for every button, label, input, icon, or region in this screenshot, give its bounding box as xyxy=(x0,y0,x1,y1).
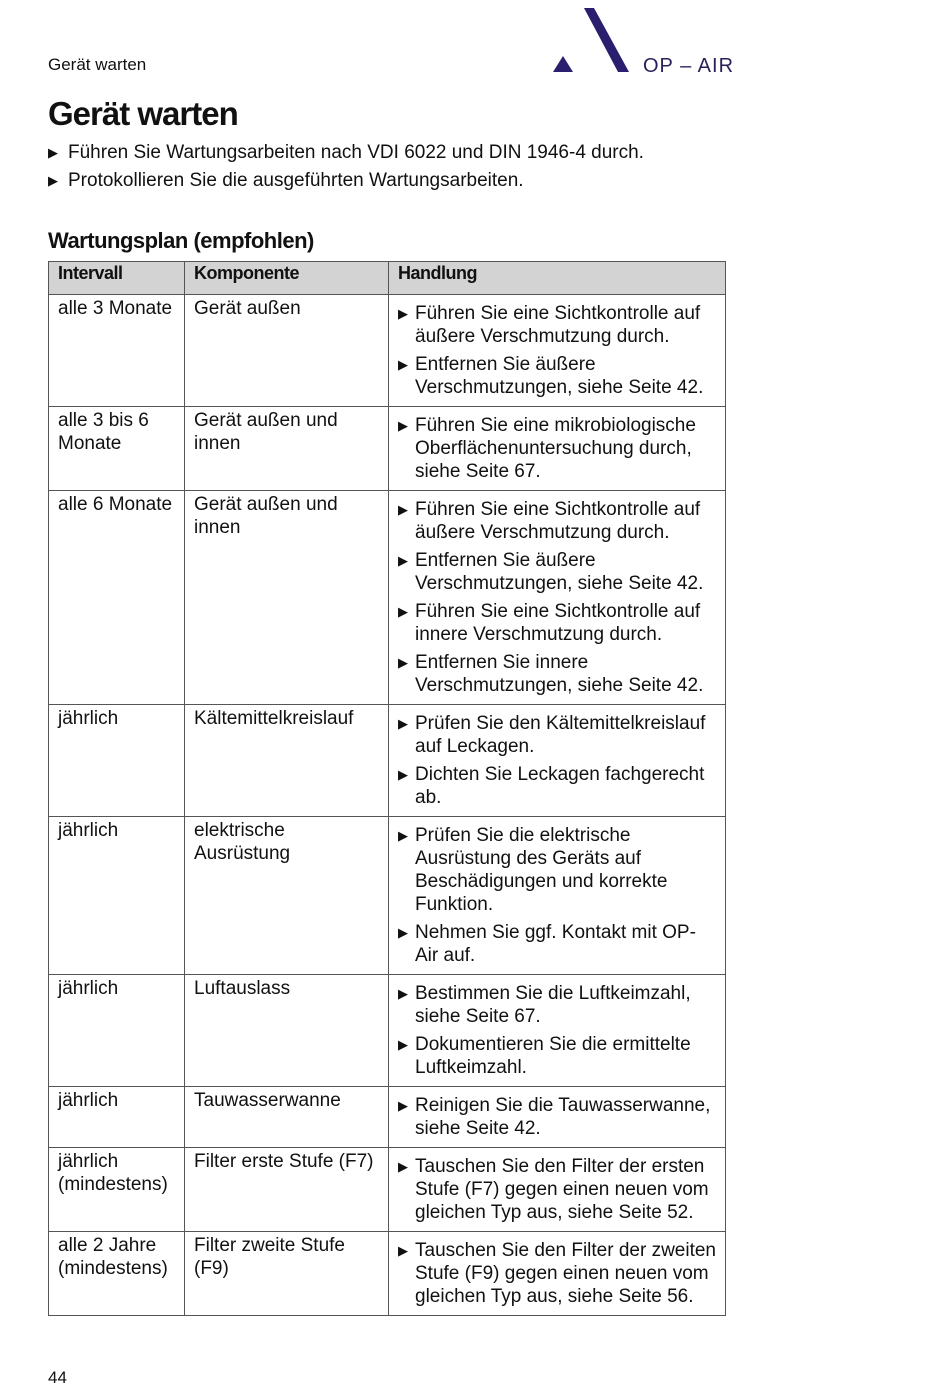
action-item xyxy=(398,1239,716,1308)
bullet-triangle-icon: ▶ xyxy=(398,767,408,782)
action-text: Führen Sie eine Sichtkontrolle auf äußere Verschmutzung durch. xyxy=(415,303,701,347)
action-item xyxy=(398,549,716,595)
table-row xyxy=(49,975,726,1087)
intro-text: Führen Sie Wartungsarbeiten nach VDI 6022 und DIN 1946-4 durch. xyxy=(68,142,644,163)
action-list xyxy=(398,1155,716,1224)
cell-actions xyxy=(389,817,726,975)
maintenance-table xyxy=(48,261,726,1316)
cell-component: Gerät außen xyxy=(185,295,389,407)
action-text: Dokumentieren Sie die ermittelte Luftkeimzahl. xyxy=(415,1034,691,1078)
bullet-triangle-icon: ▶ xyxy=(398,925,408,940)
cell-interval: jährlich xyxy=(49,975,185,1087)
op-air-logo xyxy=(550,8,750,78)
action-text: Prüfen Sie den Kältemittelkreislauf auf Leckagen. xyxy=(415,713,706,757)
cell-actions xyxy=(389,407,726,491)
brand-name: OP – AIR xyxy=(643,55,735,77)
page-number: 44 xyxy=(48,1368,67,1387)
action-item xyxy=(398,1155,716,1224)
action-list xyxy=(398,982,716,1079)
bullet-triangle-icon: ▶ xyxy=(398,1159,408,1174)
action-item xyxy=(398,414,716,483)
action-list xyxy=(398,498,716,697)
action-text: Entfernen Sie äußere Verschmutzungen, siehe Seite 42. xyxy=(415,550,704,594)
action-text: Führen Sie eine Sichtkontrolle auf äußere Verschmutzung durch. xyxy=(415,499,701,543)
cell-component: Filter erste Stufe (F7) xyxy=(185,1148,389,1232)
bullet-triangle-icon: ▶ xyxy=(398,716,408,731)
table-row xyxy=(49,1232,726,1316)
action-item xyxy=(398,498,716,544)
bullet-triangle-icon: ▶ xyxy=(398,553,408,568)
bullet-triangle-icon: ▶ xyxy=(398,306,408,321)
logo-mark-icon xyxy=(550,8,640,78)
action-list xyxy=(398,712,716,809)
action-list xyxy=(398,1239,716,1308)
table-row xyxy=(49,295,726,407)
cell-interval: jährlich xyxy=(49,705,185,817)
table-row xyxy=(49,1148,726,1232)
bullet-triangle-icon: ▶ xyxy=(398,986,408,1001)
table-header-row xyxy=(49,262,726,295)
action-item xyxy=(398,921,716,967)
cell-interval: jährlich (mindestens) xyxy=(49,1148,185,1232)
action-list xyxy=(398,1094,716,1140)
cell-actions xyxy=(389,705,726,817)
page-title: Gerät warten xyxy=(48,95,238,132)
column-header-component: Komponente xyxy=(185,262,389,295)
cell-component: Tauwasserwanne xyxy=(185,1087,389,1148)
action-text: Entfernen Sie innere Verschmutzungen, siehe Seite 42. xyxy=(415,652,704,696)
action-text: Bestimmen Sie die Luftkeimzahl, siehe Seite 67. xyxy=(415,983,691,1027)
action-text: Führen Sie eine Sichtkontrolle auf innere Verschmutzung durch. xyxy=(415,601,701,645)
cell-component: elektrische Ausrüstung xyxy=(185,817,389,975)
cell-actions xyxy=(389,1232,726,1316)
cell-actions xyxy=(389,1148,726,1232)
bullet-triangle-icon: ▶ xyxy=(398,828,408,843)
cell-component: Filter zweite Stufe (F9) xyxy=(185,1232,389,1316)
action-item xyxy=(398,824,716,916)
cell-interval: alle 2 Jahre (mindestens) xyxy=(49,1232,185,1316)
table-row xyxy=(49,817,726,975)
action-text: Tauschen Sie den Filter der ersten Stufe (F7) gegen einen neuen vom gleichen Typ aus, siehe Seite 52. xyxy=(415,1156,709,1223)
running-header: Gerät warten xyxy=(48,55,147,74)
column-header-interval: Intervall xyxy=(49,262,185,295)
action-text: Reinigen Sie die Tauwasserwanne, siehe Seite 42. xyxy=(415,1095,711,1139)
action-item xyxy=(398,600,716,646)
action-list xyxy=(398,824,716,967)
cell-actions xyxy=(389,1087,726,1148)
bullet-triangle-icon: ▶ xyxy=(398,357,408,372)
action-text: Nehmen Sie ggf. Kontakt mit OP-Air auf. xyxy=(415,922,696,966)
action-item xyxy=(398,353,716,399)
bullet-triangle-icon: ▶ xyxy=(398,655,408,670)
intro-item xyxy=(48,139,644,167)
table-row xyxy=(49,491,726,705)
cell-component: Gerät außen und innen xyxy=(185,491,389,705)
action-item xyxy=(398,1094,716,1140)
cell-interval: jährlich xyxy=(49,817,185,975)
action-item xyxy=(398,1033,716,1079)
action-text: Tauschen Sie den Filter der zweiten Stufe (F9) gegen einen neuen vom gleichen Typ aus, siehe Seite 56. xyxy=(415,1240,716,1307)
table-row xyxy=(49,407,726,491)
action-item xyxy=(398,302,716,348)
action-item xyxy=(398,763,716,809)
cell-interval: jährlich xyxy=(49,1087,185,1148)
cell-interval: alle 3 Monate xyxy=(49,295,185,407)
cell-component: Kältemittelkreislauf xyxy=(185,705,389,817)
bullet-triangle-icon: ▶ xyxy=(398,1037,408,1052)
cell-component: Luftauslass xyxy=(185,975,389,1087)
intro-list xyxy=(48,139,644,195)
action-text: Führen Sie eine mikrobiologische Oberflächenuntersuchung durch, siehe Seite 67. xyxy=(415,415,696,482)
bullet-triangle-icon: ▶ xyxy=(48,145,58,160)
cell-actions xyxy=(389,975,726,1087)
cell-interval: alle 3 bis 6 Monate xyxy=(49,407,185,491)
bullet-triangle-icon: ▶ xyxy=(398,418,408,433)
bullet-triangle-icon: ▶ xyxy=(398,1243,408,1258)
table-row xyxy=(49,705,726,817)
cell-actions xyxy=(389,491,726,705)
bullet-triangle-icon: ▶ xyxy=(48,173,58,188)
action-list xyxy=(398,302,716,399)
action-text: Dichten Sie Leckagen fachgerecht ab. xyxy=(415,764,705,808)
bullet-triangle-icon: ▶ xyxy=(398,604,408,619)
action-item xyxy=(398,982,716,1028)
intro-item xyxy=(48,167,644,195)
column-header-action: Handlung xyxy=(389,262,726,295)
table-row xyxy=(49,1087,726,1148)
intro-text: Protokollieren Sie die ausgeführten Wartungsarbeiten. xyxy=(68,170,524,191)
action-item xyxy=(398,712,716,758)
action-text: Entfernen Sie äußere Verschmutzungen, siehe Seite 42. xyxy=(415,354,704,398)
cell-actions xyxy=(389,295,726,407)
cell-interval: alle 6 Monate xyxy=(49,491,185,705)
action-item xyxy=(398,651,716,697)
bullet-triangle-icon: ▶ xyxy=(398,1098,408,1113)
action-list xyxy=(398,414,716,483)
action-text: Prüfen Sie die elektrische Ausrüstung des Geräts auf Beschädigungen und korrekte Funktion. xyxy=(415,825,668,915)
bullet-triangle-icon: ▶ xyxy=(398,502,408,517)
cell-component: Gerät außen und innen xyxy=(185,407,389,491)
section-title: Wartungsplan (empfohlen) xyxy=(48,228,314,253)
